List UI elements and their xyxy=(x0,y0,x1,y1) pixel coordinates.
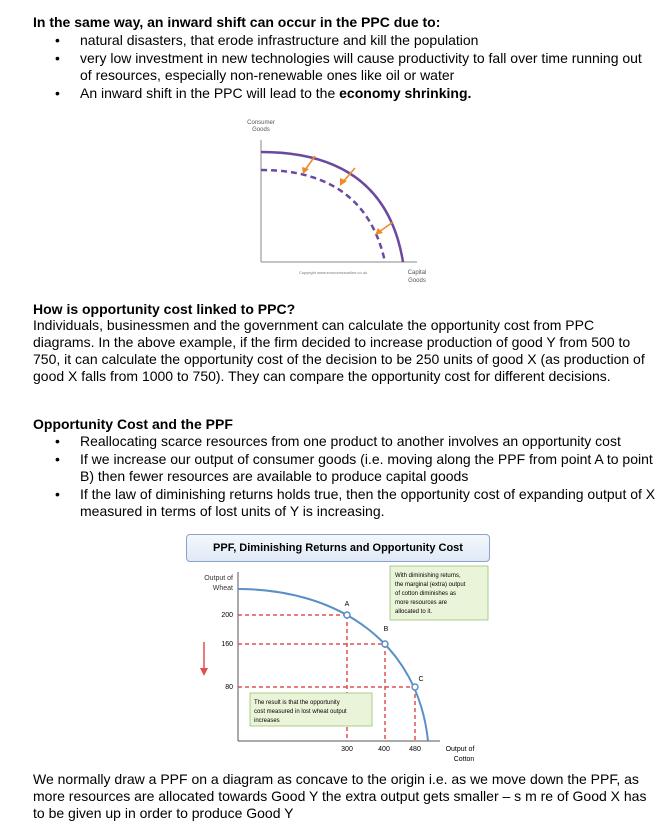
x-axis-label: Output of xyxy=(445,746,475,753)
section-heading-opportunity-cost-ppf: Opportunity Cost and the PPF xyxy=(33,416,233,432)
list-item: • very low investment in new technologies will cause productivity to fall over time running out of resources, especially non-renewable ones like oil or water xyxy=(53,50,653,84)
y-tick-label: 160 xyxy=(221,641,233,648)
list-item: • If the law of diminishing returns holds true, then the opportunity cost of expanding output of X measured in terms of lost units of Y is increasing. xyxy=(53,486,658,520)
copyright-text: Copyright www.economicsonline.co.uk xyxy=(298,270,368,275)
point-c-marker xyxy=(412,684,418,690)
concave-ppf-paragraph: We normally draw a PPF on a diagram as concave to the origin i.e. as we move down the PPF, as more resources are allocated towards Good Y the extra output gets smaller – s m re of Good X has to be given up in order to produce Good Y xyxy=(33,771,647,821)
list-item-bold-text: economy shrinking. xyxy=(339,85,472,101)
list-item-text: An inward shift in the PPC will lead to the xyxy=(80,85,340,101)
opportunity-cost-paragraph: Individuals, businessmen and the government can calculate the opportunity cost from PPC diagrams. In the above example, if the firm decided to increase production of good Y from 500 to 750, it can calculate the opportunity cost of the decision to be 250 units of good X (as production of good X falls from 1000 to 750). They can compare the opportunity cost for different decisions. xyxy=(33,317,645,384)
point-a-label: A xyxy=(344,601,350,608)
note-line: With diminishing returns, xyxy=(395,573,461,579)
note-line: increases xyxy=(254,718,280,724)
point-c-label: C xyxy=(418,676,424,683)
list-item: • If we increase our output of consumer goods (i.e. moving along the PPF from point A to point B) then fewer resources are available to produce capital goods xyxy=(53,451,658,485)
y-tick-label: 200 xyxy=(221,612,233,619)
x-tick-label: 400 xyxy=(378,746,390,753)
list-item: • Reallocating scarce resources from one product to another involves an opportunity cost xyxy=(53,433,658,450)
note-line: of cotton diminishes as xyxy=(395,591,457,597)
x-axis-label: Cotton xyxy=(453,756,475,763)
list-item xyxy=(53,85,653,102)
ppf-diminishing-returns-diagram xyxy=(190,564,500,770)
y-axis-label: Goods xyxy=(252,127,270,133)
x-tick-label: 300 xyxy=(341,746,353,753)
note-line: the marginal (extra) output xyxy=(395,582,466,588)
point-b-label: B xyxy=(383,626,389,633)
list-item: • natural disasters, that erode infrastructure and kill the population xyxy=(53,32,653,49)
x-tick-label: 480 xyxy=(409,746,421,753)
point-b-marker xyxy=(382,641,388,647)
note-line: allocated to it. xyxy=(395,609,433,615)
point-a-marker xyxy=(344,612,350,618)
note-line: The result is that the opportunity xyxy=(254,700,340,706)
section-heading-inward-shift: In the same way, an inward shift can occur in the PPC due to: xyxy=(33,14,441,30)
ppf-list xyxy=(53,433,658,521)
arrowhead xyxy=(302,167,309,174)
x-axis-label: Capital xyxy=(407,270,427,276)
y-tick-label: 80 xyxy=(225,684,233,691)
inward-shift-arrow xyxy=(379,222,393,232)
y-axis-label: Wheat xyxy=(212,585,233,592)
arrowhead xyxy=(200,668,208,676)
inward-shift-list xyxy=(53,32,653,103)
ppf-diagram-title: PPF, Diminishing Returns and Opportunity Cost xyxy=(186,534,490,562)
note-line: cost measured in lost wheat output xyxy=(254,709,347,715)
ppc-inward-shift-diagram xyxy=(225,112,445,292)
section-heading-opportunity-cost-ppc: How is opportunity cost linked to PPC? xyxy=(33,301,296,317)
y-axis-label: Output of xyxy=(204,575,233,582)
note-line: more resources are xyxy=(395,600,448,606)
y-axis-label: Consumer xyxy=(247,120,275,126)
inner-ppc-curve xyxy=(261,170,385,262)
x-axis-label: Goods xyxy=(408,278,426,284)
